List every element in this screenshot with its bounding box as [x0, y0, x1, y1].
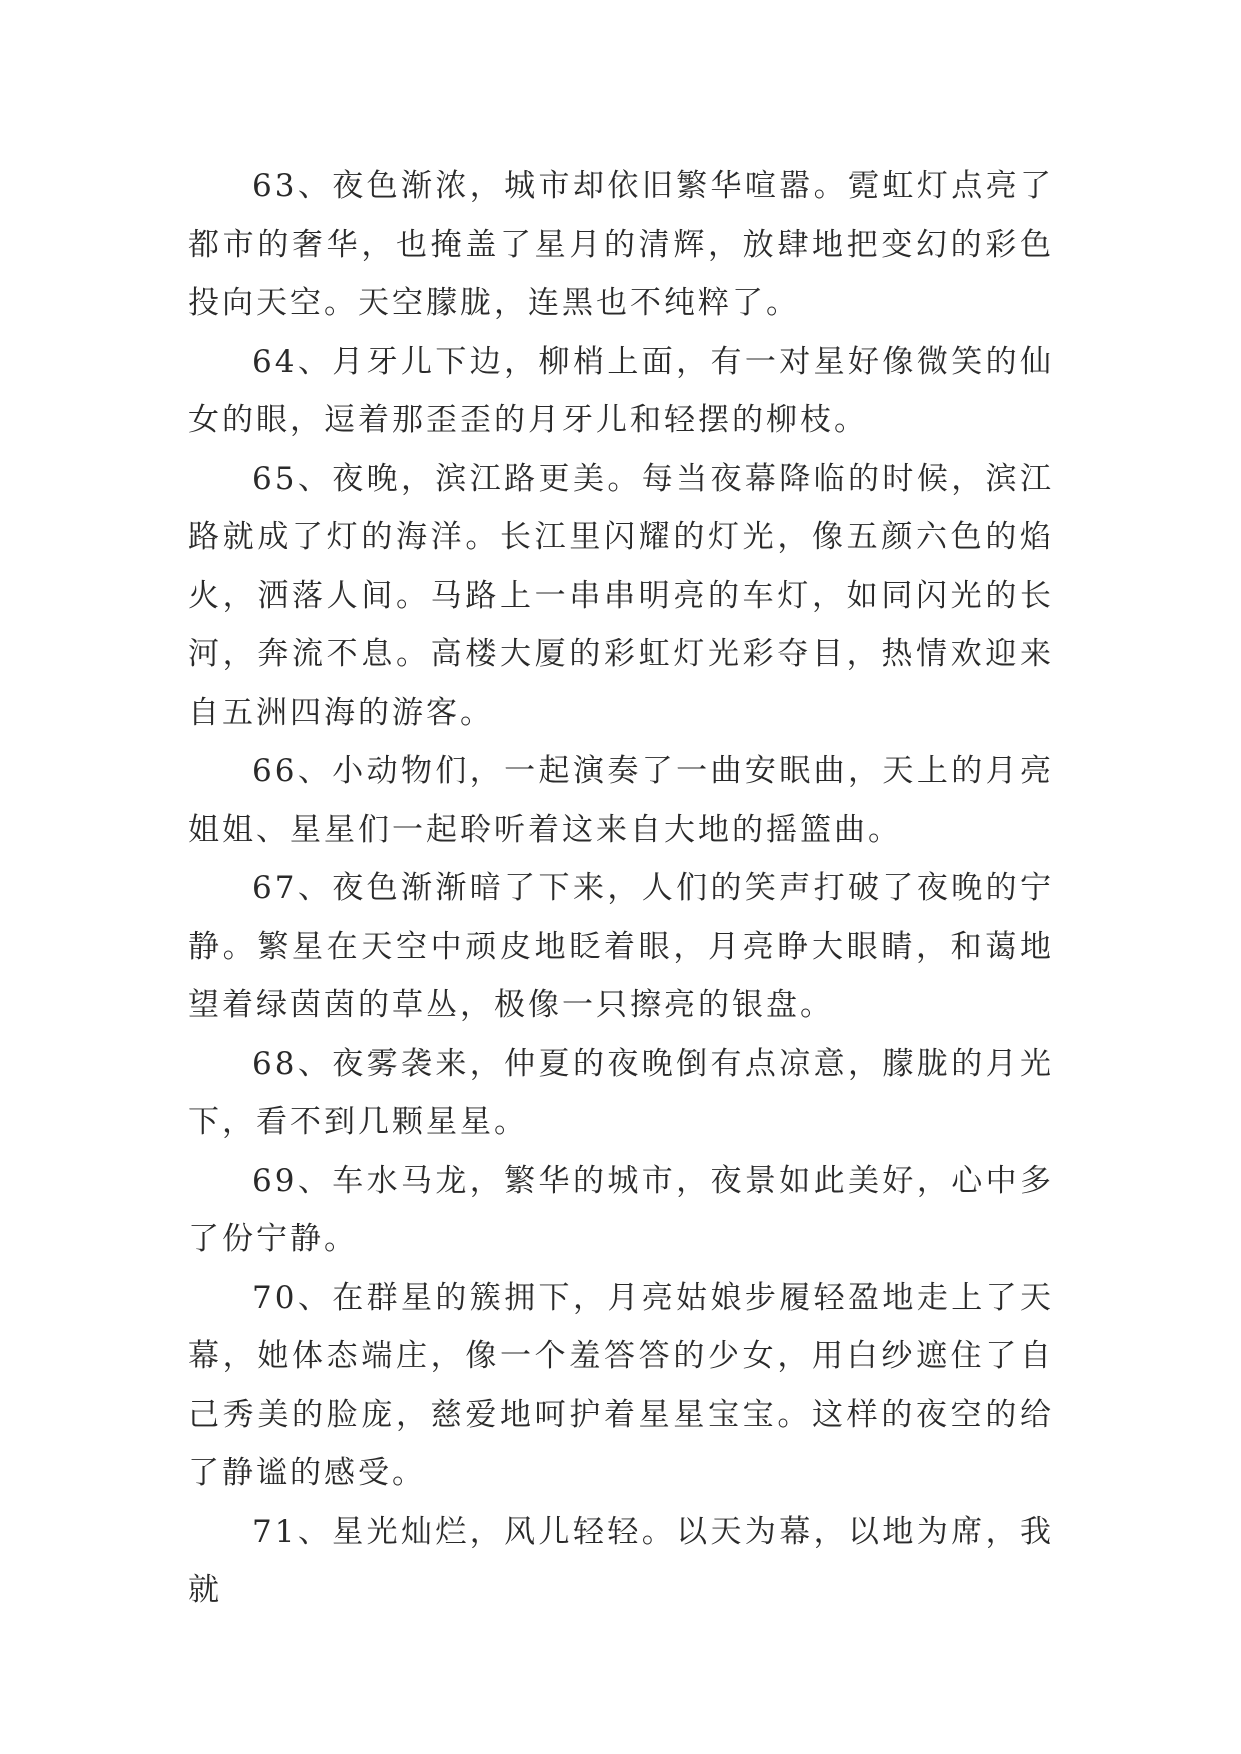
paragraph-67: 67、夜色渐渐暗了下来，人们的笑声打破了夜晚的宁静。繁星在天空中顽皮地眨着眼，月亮睁大眼睛，和蔼地望着绿茵茵的草丛，极像一只擦亮的银盘。 — [188, 870, 1054, 1023]
paragraph-66: 66、小动物们，一起演奏了一曲安眠曲，天上的月亮姐姐、星星们一起聆听着这来自大地的摇篮曲。 — [188, 753, 1054, 848]
paragraph-71: 71、星光灿烂，风儿轻轻。以天为幕，以地为席，我就 — [188, 1513, 1054, 1608]
document-body — [188, 157, 1054, 1620]
paragraph-63: 63、夜色渐浓，城市却依旧繁华喧嚣。霓虹灯点亮了都市的奢华，也掩盖了星月的清辉，放肆地把变幻的彩色投向天空。天空朦胧，连黑也不纯粹了。 — [188, 168, 1054, 321]
paragraph-64: 64、月牙儿下边，柳梢上面，有一对星好像微笑的仙女的眼，逗着那歪歪的月牙儿和轻摆的柳枝。 — [188, 343, 1054, 438]
paragraph-65: 65、夜晚，滨江路更美。每当夜幕降临的时候，滨江路就成了灯的海洋。长江里闪耀的灯光，像五颜六色的焰火，洒落人间。马路上一串串明亮的车灯，如同闪光的长河，奔流不息。高楼大厦的彩虹灯光彩夺目，热情欢迎来自五洲四海的游客。 — [188, 460, 1054, 731]
paragraph-69: 69、车水马龙，繁华的城市，夜景如此美好，心中多了份宁静。 — [188, 1162, 1054, 1257]
paragraph-68: 68、夜雾袭来，仲夏的夜晚倒有点凉意，朦胧的月光下，看不到几颗星星。 — [188, 1045, 1054, 1140]
paragraph-70: 70、在群星的簇拥下，月亮姑娘步履轻盈地走上了天幕，她体态端庄，像一个羞答答的少女，用白纱遮住了自己秀美的脸庞，慈爱地呵护着星星宝宝。这样的夜空的给了静谧的感受。 — [188, 1279, 1054, 1491]
